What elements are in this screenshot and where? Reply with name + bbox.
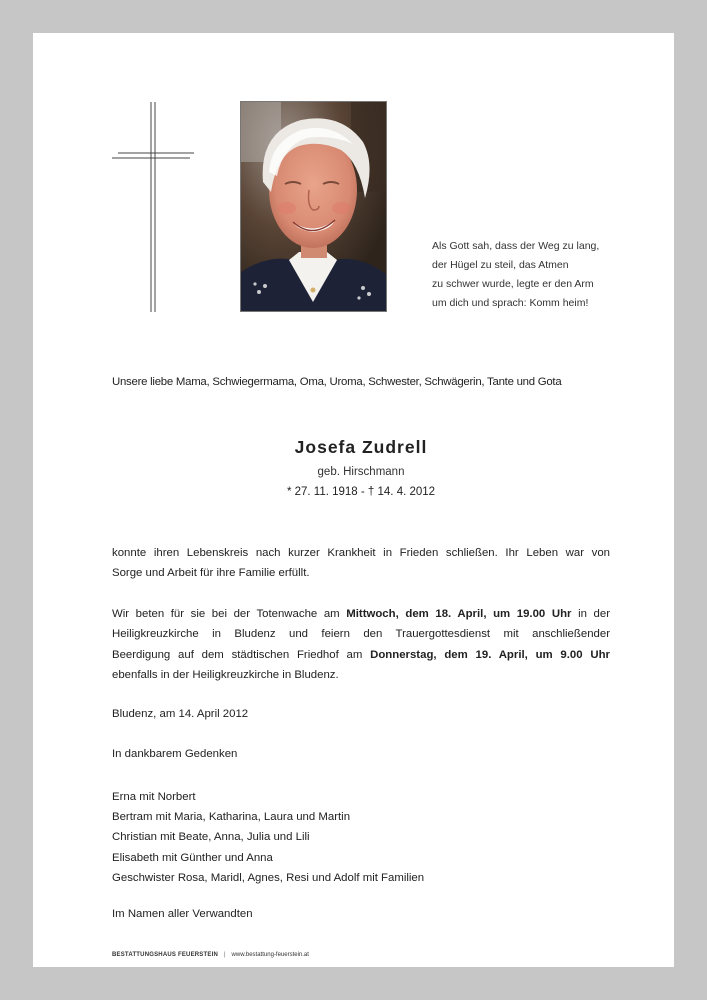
paragraph-line: ebenfalls in der Heiligkreuzkirche in Bludenz.: [112, 668, 339, 681]
mourner-line: Bertram mit Maria, Katharina, Laura und Martin: [112, 811, 351, 824]
mourner-line: Geschwister Rosa, Maridl, Agnes, Resi und Adolf mit Familien: [112, 871, 425, 884]
quote: [432, 237, 632, 313]
paragraph-life: [112, 543, 610, 584]
wake-date: Mittwoch, dem 18. April, um 19.00 Uhr: [346, 608, 572, 620]
place-date: Bludenz, am 14. April 2012: [112, 708, 249, 720]
footer: [112, 952, 309, 958]
paragraph-services: [112, 604, 610, 685]
paragraph-line: konnte ihren Lebenskreis nach kurzer Krankheit in Frieden schließen. Ihr Leben war von: [112, 547, 610, 559]
intro-text: Unsere liebe Mama, Schwiegermama, Oma, Uroma, Schwester, Schwägerin, Tante und Gota: [112, 376, 562, 388]
funeral-date: Donnerstag, dem 19. April, um 9.00 Uhr: [370, 648, 610, 661]
paragraph-line: Beerdigung auf dem städtischen Friedhof am Donnerstag, dem 19. April, um 9.00 Uhr: [112, 648, 610, 661]
quote-line: um dich und sprach: Komm heim!: [432, 297, 589, 309]
cross-icon: [112, 102, 196, 312]
footer-url[interactable]: www.bestattung-feuerstein.at: [231, 952, 309, 958]
mourners-list: [112, 787, 424, 888]
paragraph-line: Heiligkreuzkirche in Bludenz und feiern den Trauergottesdienst mit anschließender: [112, 628, 610, 641]
mourner-line: Elisabeth mit Günther und Anna: [112, 851, 273, 864]
mourner-line: Erna mit Norbert: [112, 791, 196, 803]
quote-line: Als Gott sah, dass der Weg zu lang,: [432, 240, 600, 252]
deceased-name: Josefa Zudrell: [294, 437, 428, 457]
paragraph-line: Sorge und Arbeit für ihre Familie erfüllt.: [112, 567, 310, 580]
life-dates: * 27. 11. 1918 - † 14. 4. 2012: [286, 486, 436, 498]
closing-line: Im Namen aller Verwandten: [112, 908, 253, 920]
quote-line: der Hügel zu steil, das Atmen: [432, 259, 569, 271]
remembrance-line: In dankbarem Gedenken: [112, 748, 238, 760]
maiden-name: geb. Hirschmann: [317, 466, 405, 478]
footer-company: BESTATTUNGSHAUS FEUERSTEIN: [112, 952, 218, 958]
paragraph-line: Wir beten für sie bei der Totenwache am Mittwoch, dem 18. April, um 19.00 Uhr in der: [112, 608, 610, 620]
portrait-photo: [240, 101, 387, 312]
mourner-line: Christian mit Beate, Anna, Julia und Lili: [112, 831, 310, 844]
quote-line: zu schwer wurde, legte er den Arm: [432, 278, 594, 290]
footer-separator: |: [223, 952, 226, 958]
